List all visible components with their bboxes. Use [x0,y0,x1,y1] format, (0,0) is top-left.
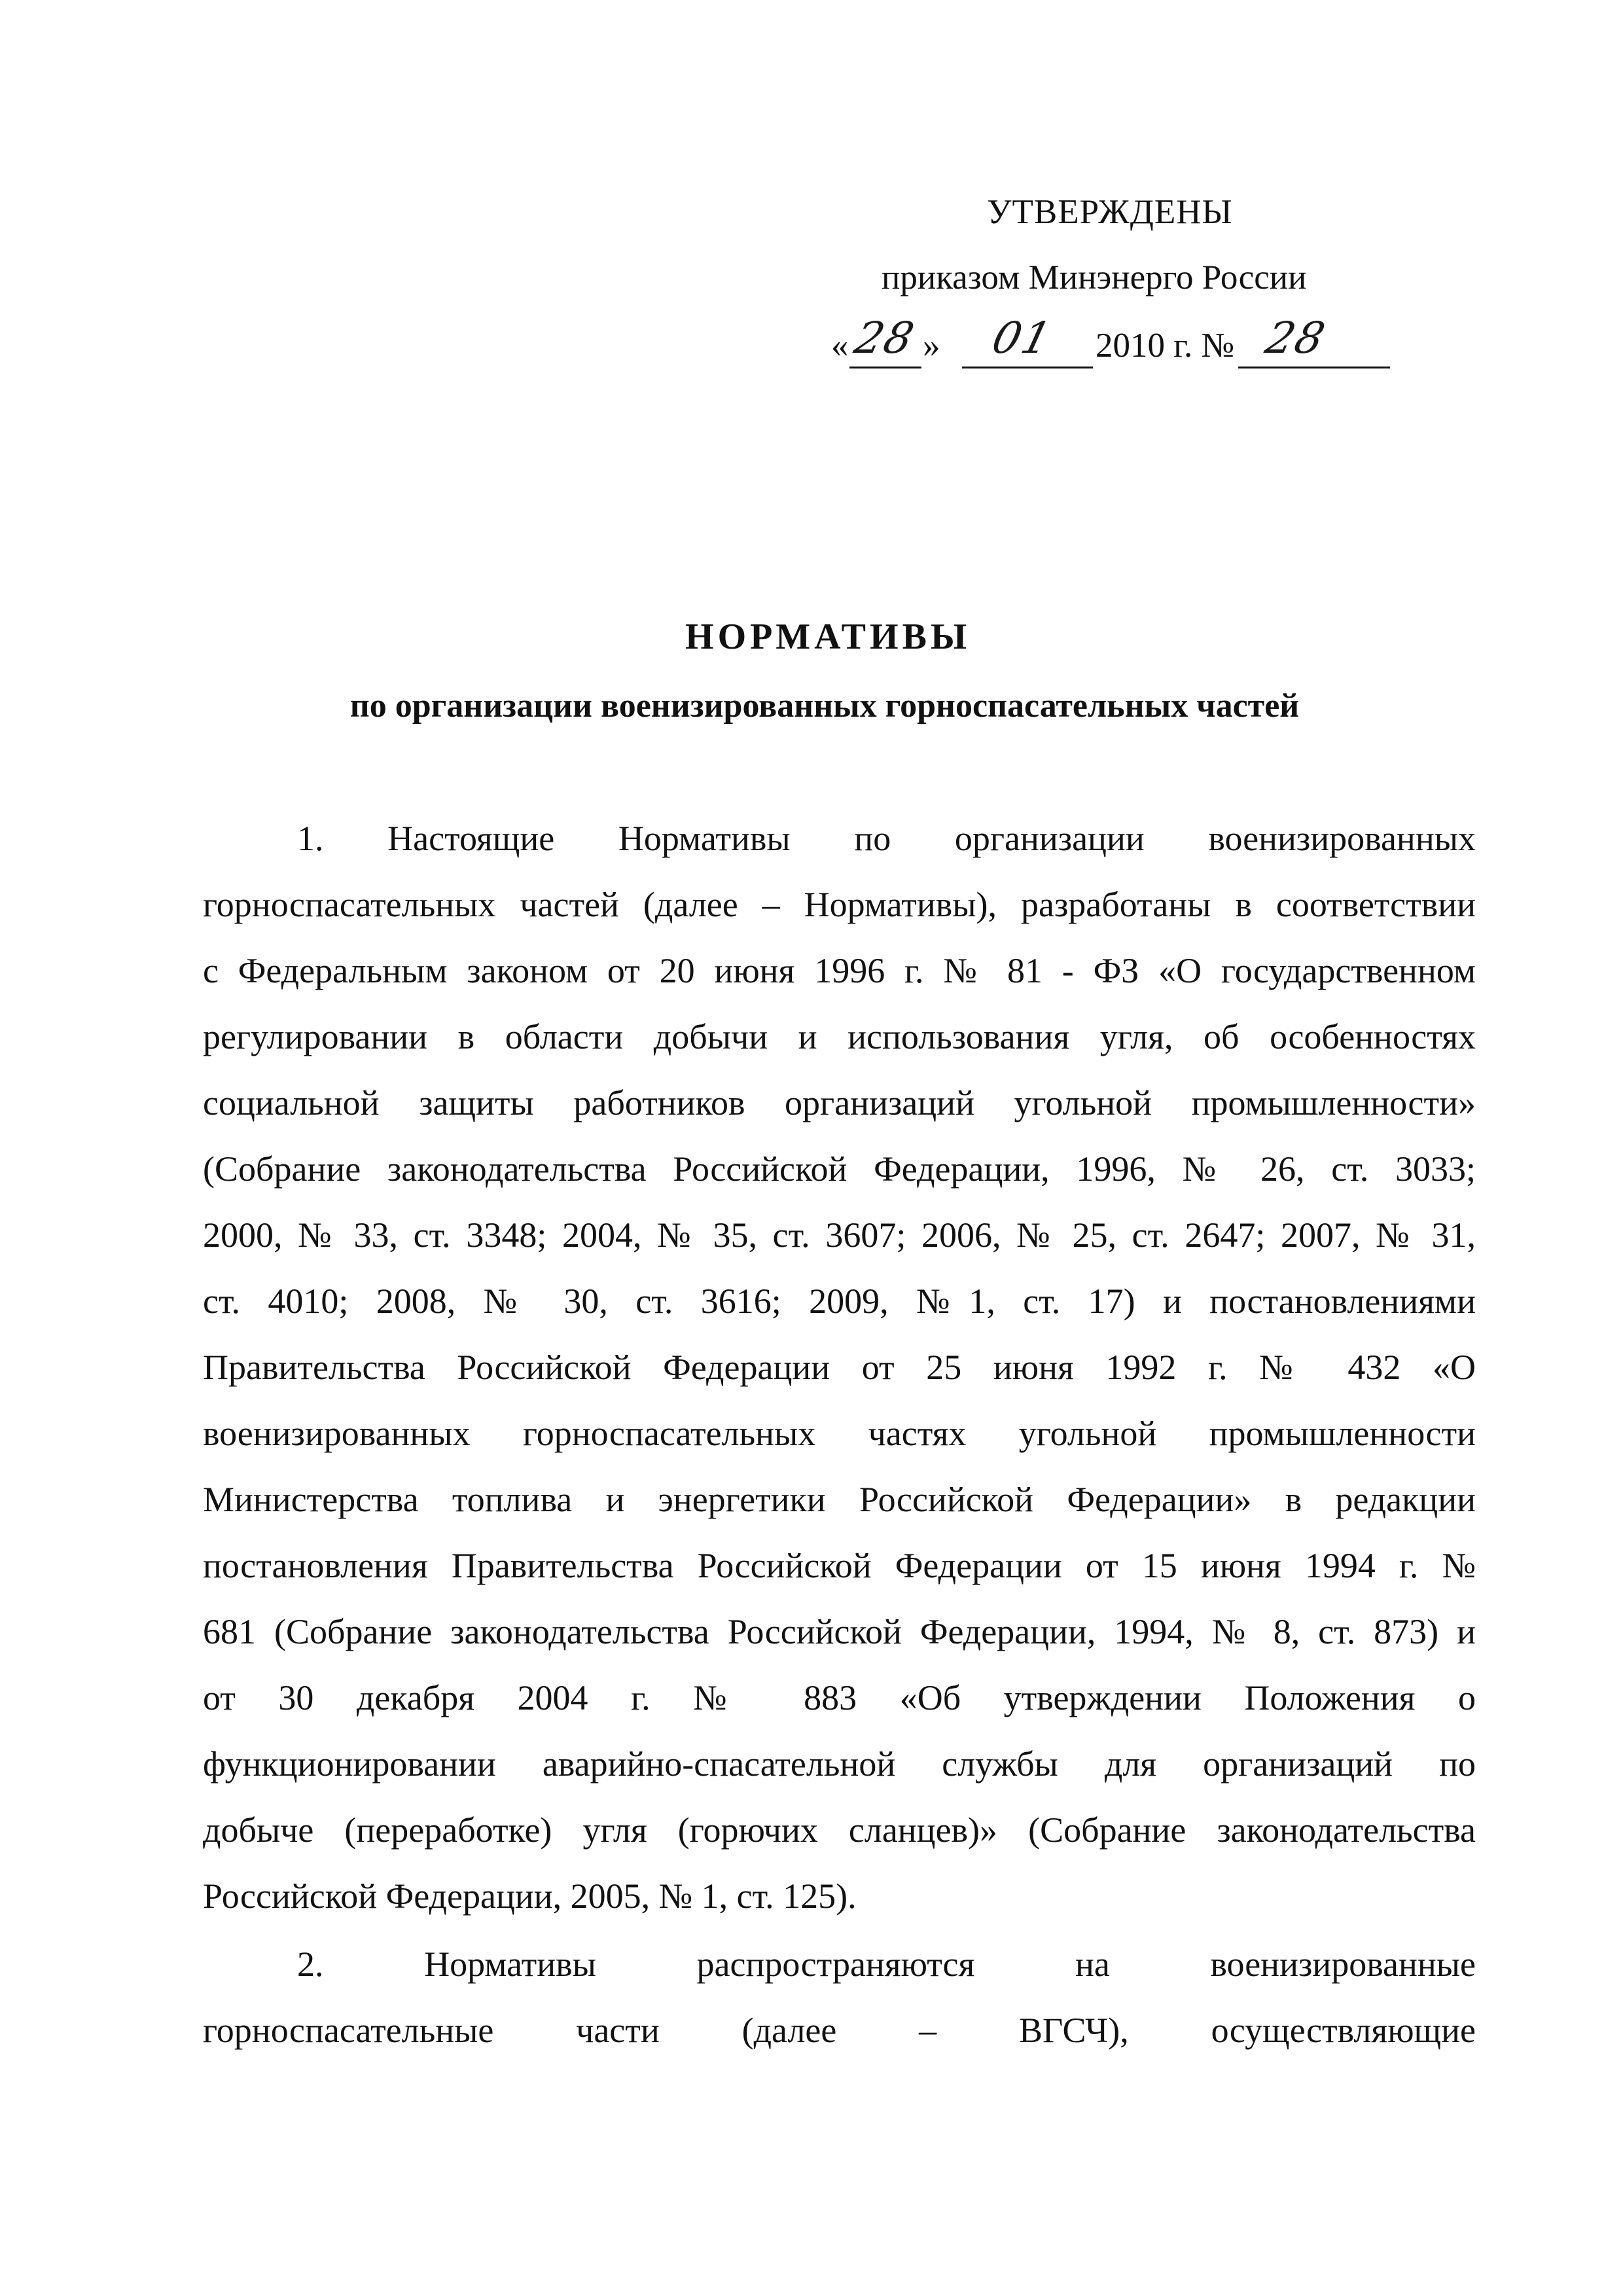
paragraph-1-line: добыче (переработке) угля (горючих сланцев)» (Собрание законодательства [203,1810,1476,1850]
paragraph-2-line: горноспасательные части (далее – ВГСЧ), осуществляющие [203,2011,1476,2050]
paragraph-1-line: от 30 декабря 2004 г. № 883 «Об утверждении Положения о [203,1678,1476,1717]
month-handwritten: 01 [987,313,1058,363]
year-and-number-label: 2010 г. № [1096,327,1235,365]
quote-close: » [923,327,940,365]
paragraph-1-line: Министерства топлива и энергетики Российской Федерации» в редакции [203,1480,1476,1519]
paragraph-1-line: функционировании аварийно-спасательной службы для организаций по [203,1744,1476,1784]
paragraph-1-line: Правительства Российской Федерации от 25 июня 1992 г. № 432 «О [203,1348,1476,1387]
paragraph-1-line: постановления Правительства Российской Федерации от 15 июня 1994 г. № [203,1546,1476,1585]
paragraph-1-line: Российской Федерации, 2005, № 1, ст. 125). [203,1876,857,1916]
quote-open: « [831,327,849,365]
paragraph-1-line: 2000, № 33, ст. 3348; 2004, № 35, ст. 3607; 2006, № 25, ст. 2647; 2007, № 31, [203,1215,1476,1255]
paragraph-1-line: (Собрание законодательства Российской Федерации, 1996, № 26, ст. 3033; [203,1149,1476,1189]
document-title: НОРМАТИВЫ [685,617,971,657]
paragraph-1-line: ст. 4010; 2008, № 30, ст. 3616; 2009, №1, ст. 17) и постановлениями [203,1282,1476,1321]
approval-title: УТВЕРЖДЕНЫ [987,193,1233,231]
approval-date-line [831,313,1420,372]
approval-order-line: приказом Минэнерго России [882,259,1307,296]
number-handwritten: 28 [1260,313,1331,363]
paragraph-1-line: регулировании в области добычи и использования угля, об особенностях [203,1017,1476,1056]
paragraph-1-line: 681 (Собрание законодательства Российской Федерации, 1994, № 8, ст. 873) и [203,1612,1476,1651]
document-subtitle: по организации военизированных горноспасательных частей [349,687,1300,725]
paragraph-1-line: с Федеральным законом от 20 июня 1996 г. № 81 - ФЗ «О государственном [203,951,1476,990]
paragraph-1-line: 1. Настоящие Нормативы по организации военизированных [297,819,1476,858]
paragraph-2-line: 2. Нормативы распространяются на военизированные [297,1945,1476,1984]
paragraph-1-line: военизированных горноспасательных частях угольной промышленности [203,1414,1476,1453]
day-handwritten: 28 [849,313,920,363]
paragraph-1-line: горноспасательных частей (далее – Нормативы), разработаны в соответствии [203,885,1476,924]
paragraph-1-line: социальной защиты работников организаций угольной промышленности» [203,1083,1476,1122]
